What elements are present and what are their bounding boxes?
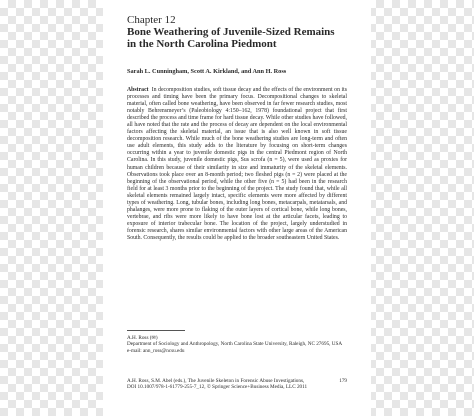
abstract-text: In decomposition studies, soft tissue decay and the effects of the environment on its processes and timing have been the primary focus. Decompositional changes to skeletal material, often called bone weathering, have been observed in far fewer research studies, most notably Behrensmeyer’s (Paleobiology 4:150–162, 1978) foundational project that first described the process and time frame for hard tissue decay. While other studies have followed, all have noted that the rate and the process of decay are dependent on the local environmental factors affecting the skeletal material, an issue that is also well known in soft tissue decomposition research. While much of the bone weathering studies are long-term and often use adult elements, this study adds to the literature by focusing on short-term changes occurring within a year to juvenile domestic pigs in the central Piedmont region of North Carolina. In this study, juvenile domestic pigs, Sus scrofa (n = 5), were used as proxies for human children because of their similarity in size and immaturity of the skeletal elements. Observations took place over an 8-month period; two fleshed pigs (n = 2) were placed at the beginning of the observational period, while the other five (n = 5) had been in the research field for at least 3 months prior to the beginning of the project. The study found that, while all skeletal elements remained largely intact, specific elements were more affected by different types of weathering. Long, tubular bones, including long bones, metacarpals, metatarsals, and phalanges, were more prone to flaking of the outer layers of cortical bone, while long bones, vertebrae, and ribs were more likely to have bone lost at the articular facets, leading to exposure of interior trabecular bone. The location of the project, largely understudied in forensic research, shares similar environmental factors with other large areas of the American South. Consequently, the results could be applied to the broader southeastern United States.: [127, 87, 348, 241]
chapter-title-line2: in the North Carolina Piedmont: [127, 38, 277, 50]
document-page: [103, 0, 371, 416]
affiliation-email: e-mail: ann_ross@ncsu.edu: [127, 347, 185, 354]
abstract: [127, 87, 347, 242]
affiliation-department: Department of Sociology and Anthropology, North Carolina State University, Raleigh, NC 27695, USA: [127, 341, 343, 348]
affiliation-block: [127, 330, 347, 354]
abstract-label: Abstract: [127, 87, 149, 93]
chapter-title-line1: Bone Weathering of Juvenile-Sized Remains: [127, 26, 335, 38]
citation-footer: [127, 378, 347, 391]
affiliation-name: A.H. Ross (✉): [127, 335, 158, 341]
citation-line2: DOI 10.1007/978-1-61779-255-7_12, © Springer Science+Business Media, LLC 2011: [127, 384, 308, 391]
author-list: Sarah L. Cunningham, Scott A. Kirkland, and Ann H. Ross: [127, 68, 287, 75]
page-number: 179: [339, 378, 347, 384]
citation-line1: A.H. Ross, S.M. Abel (eds.), The Juvenile Skeleton in Forensic Abuse Investigations,: [127, 378, 305, 384]
chapter-label: Chapter 12: [127, 14, 176, 26]
footnote-rule: [127, 330, 185, 331]
